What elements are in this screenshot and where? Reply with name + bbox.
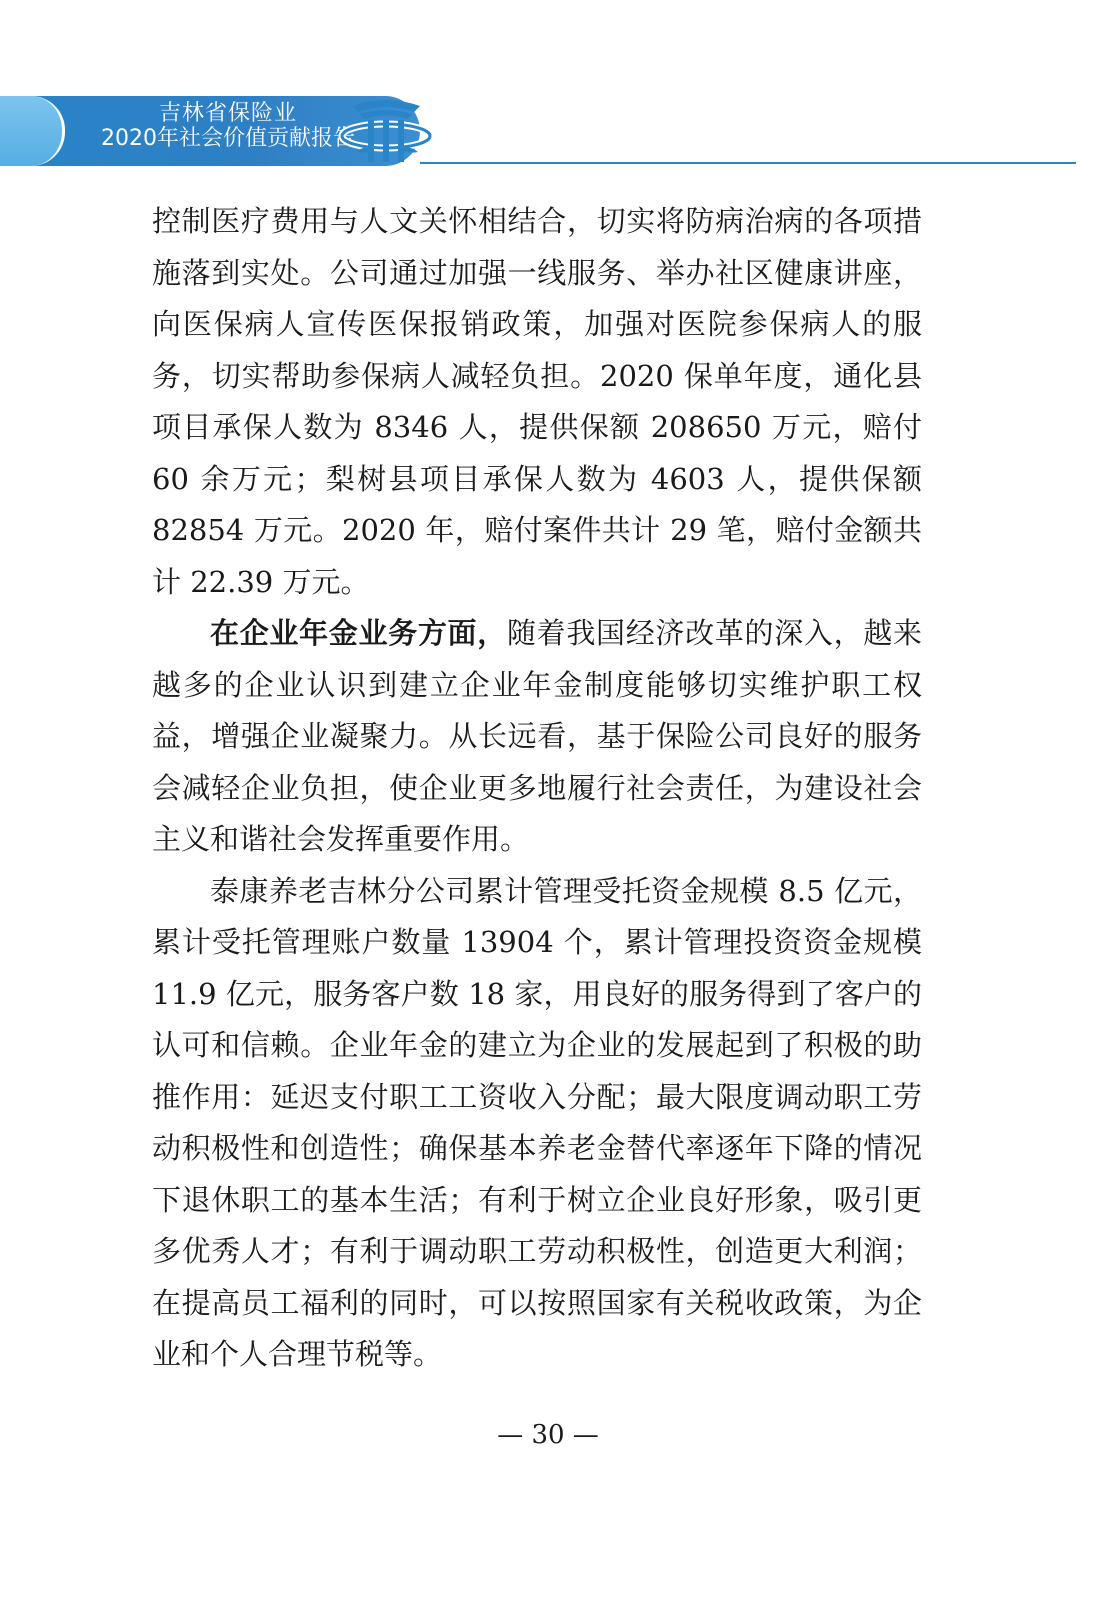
- report-title: [78, 102, 378, 151]
- document-body: [152, 196, 922, 1381]
- paragraph-medical-insurance: 控制医疗费用与人文关怀相结合，切实将防病治病的各项措施落到实处。公司通过加强一线服务、举办社区健康讲座，向医保病人宣传医保报销政策，加强对医院参保病人的服务，切实帮助参保病人减轻负担。2020 保单年度，通化县项目承保人数为 8346 人，提供保额 208650 万元，赔付 60 余万元；梨树县项目承保人数为 4603 人，提供保额 82854 万元。2020 年，赔付案件共计 29 笔，赔付金额共计 22.39 万元。: [152, 204, 922, 599]
- paragraph-enterprise-annuity: [152, 608, 922, 866]
- header-divider-line: [420, 162, 1076, 164]
- report-title-line1: 吉林省保险业: [158, 101, 297, 126]
- section-lead-enterprise-annuity: 在企业年金业务方面，: [210, 616, 507, 650]
- report-header: [0, 96, 1096, 174]
- report-title-line2: 2020年社会价值贡献报告: [101, 125, 355, 151]
- pavilion-logo-icon: [338, 92, 434, 168]
- paragraph-enterprise-annuity-text: 随着我国经济改革的深入，越来越多的企业认识到建立企业年金制度能够切实维护职工权益，增强企业凝聚力。从长远看，基于保险公司良好的服务会减轻企业负担，使企业更多地履行社会责任，为建设社会主义和谐社会发挥重要作用。: [152, 616, 922, 856]
- page-number: — 30 —: [497, 1420, 599, 1450]
- paragraph-taikang-pension: 泰康养老吉林分公司累计管理受托资金规模 8.5 亿元，累计受托管理账户数量 13904 个，累计管理投资资金规模 11.9 亿元，服务客户数 18 家，用良好的服务得到了客户的认可和信赖。企业年金的建立为企业的发展起到了积极的助推作用：延迟支付职工工资收入分配；最大限度调动职工劳动积极性和创造性；确保基本养老金替代率逐年下降的情况下退休职工的基本生活；有利于树立企业良好形象，吸引更多优秀人才；有利于调动职工劳动积极性，创造更大利润；在提高员工福利的同时，可以按照国家有关税收政策，为企业和个人合理节税等。: [152, 873, 922, 1371]
